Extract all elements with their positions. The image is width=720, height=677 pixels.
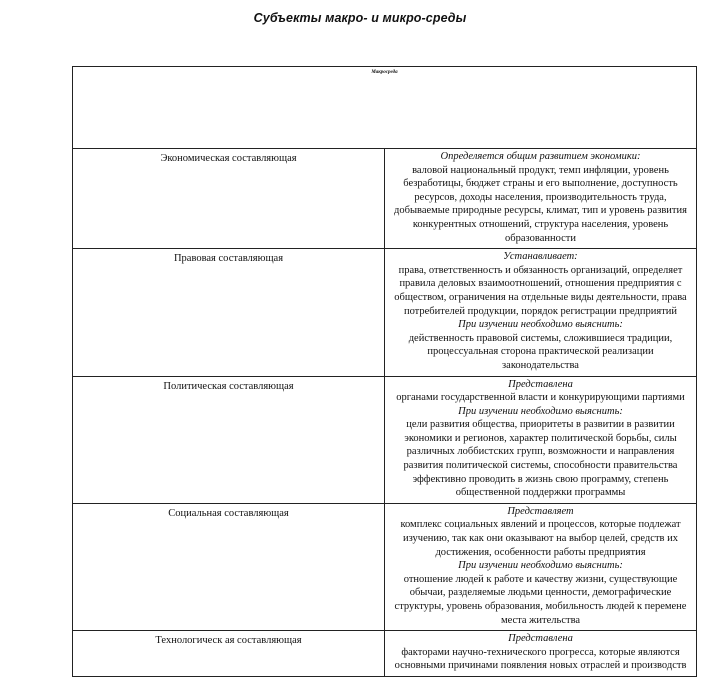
page-title: Субъекты макро- и микро-среды [253, 11, 467, 25]
block-text: цели развития общества, приоритеты в развитии в развитии экономики и регионов, характер политической борьбы, силы различных лоббистских групп, возможности и направления развития политической системы, способности правительства эффективно проводить в жизнь свою программу, степень общественной поддержки программы [403, 419, 678, 499]
block-heading: При изучении необходимо выяснить: [458, 560, 623, 572]
table-header-row [73, 67, 697, 149]
row-label: Политическая составляющая [73, 376, 385, 503]
table-row [73, 249, 697, 376]
row-content [385, 631, 697, 677]
table-header-cell [73, 67, 697, 149]
block-heading: При изучении необходимо выяснить: [458, 405, 623, 417]
block-text: факторами научно-технического прогресса, которые являются основными причинами появления новых отраслей и производств [394, 646, 687, 672]
row-content [385, 249, 697, 376]
block-heading: Устанавливает: [503, 251, 578, 263]
macro-environment-table [72, 66, 697, 677]
row-content [385, 376, 697, 503]
block-heading: Представляет [507, 505, 574, 517]
block-heading: Представлена [508, 378, 573, 390]
row-label: Технологическ ая составляющая [73, 631, 385, 677]
table-row [73, 631, 697, 677]
block-heading: Представлена [508, 633, 573, 645]
block-text: валовой национальный продукт, темп инфляции, уровень безработицы, бюджет страны и его выполнение, доступность ресурсов, доходы населения, производительность труда, добываемые природные ресурсы, климат, тип и уровень развития конкурентных отношений, структура населения, уровень образованности [394, 164, 687, 244]
block-heading: Определяется общим развитием экономики: [440, 151, 641, 162]
block-text: органами государственной власти и конкурирующими партиями [396, 392, 685, 404]
table-row [73, 503, 697, 630]
block-text: права, ответственность и обязанность организаций, определяет правила деловых взаимоотношений, отношения предприятия с обществом, ограничения на отдельные виды деятельности, права потребителей продукции, порядок регистрации предприятий [394, 264, 687, 317]
block-heading: При изучении необходимо выяснить: [458, 319, 623, 331]
row-content [385, 149, 697, 249]
block-text: отношение людей к работе и качеству жизни, существующие обычаи, разделяемые людьми ценности, демографические структуры, уровень образования, мобильность людей к перемене места жительства [394, 573, 687, 626]
table-row [73, 149, 697, 249]
row-label: Социальная составляющая [73, 503, 385, 630]
row-label: Правовая составляющая [73, 249, 385, 376]
block-text: комплекс социальных явлений и процессов, которые подлежат изучению, так как они оказывают на выбор целей, средств их достижения, особенности работы предприятия [400, 519, 681, 558]
row-content [385, 503, 697, 630]
block-text: действенность правовой системы, сложившиеся традиции, процессуальная сторона практической реализации законодательства [408, 332, 673, 371]
row-label: Экономическая составляющая [73, 149, 385, 249]
table-row [73, 376, 697, 503]
table-header-text: Макросреда [371, 70, 398, 75]
